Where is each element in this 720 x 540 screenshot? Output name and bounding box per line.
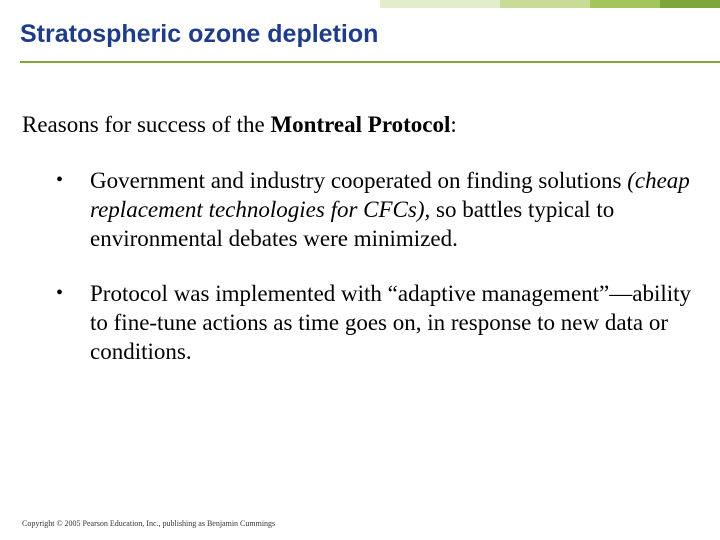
bullet-item xyxy=(56,166,706,253)
accent-segment xyxy=(660,0,720,8)
top-accent-bar xyxy=(0,0,720,8)
accent-segment xyxy=(380,0,500,8)
bullet-list xyxy=(56,166,706,366)
bullet-text-italic: (cheap replacement technologies for CFCs), xyxy=(90,168,690,222)
bullet-text: Government and industry cooperated on finding solutions xyxy=(90,168,628,193)
bullet-dot: • xyxy=(56,169,64,191)
copyright-footer: Copyright © 2005 Pearson Education, Inc., publishing as Benjamin Cummings xyxy=(22,519,276,528)
intro-prefix: Reasons for success of the xyxy=(22,112,271,137)
intro-emphasis: Montreal Protocol xyxy=(270,112,451,137)
bullet-text: Protocol was implemented with “adaptive management”—ability to fine-tune actions as time goes on, in response to new data or conditions. xyxy=(90,281,692,364)
bullet-item xyxy=(56,279,706,366)
bullet-dot: • xyxy=(56,282,64,304)
intro-line xyxy=(22,112,457,138)
bullet-text-end: so battles typical to environmental debates were minimized. xyxy=(90,197,615,251)
title-underline xyxy=(20,61,720,63)
accent-segment xyxy=(500,0,590,8)
accent-segment xyxy=(590,0,660,8)
slide-title: Stratospheric ozone depletion xyxy=(20,20,379,48)
intro-suffix: : xyxy=(450,112,457,137)
